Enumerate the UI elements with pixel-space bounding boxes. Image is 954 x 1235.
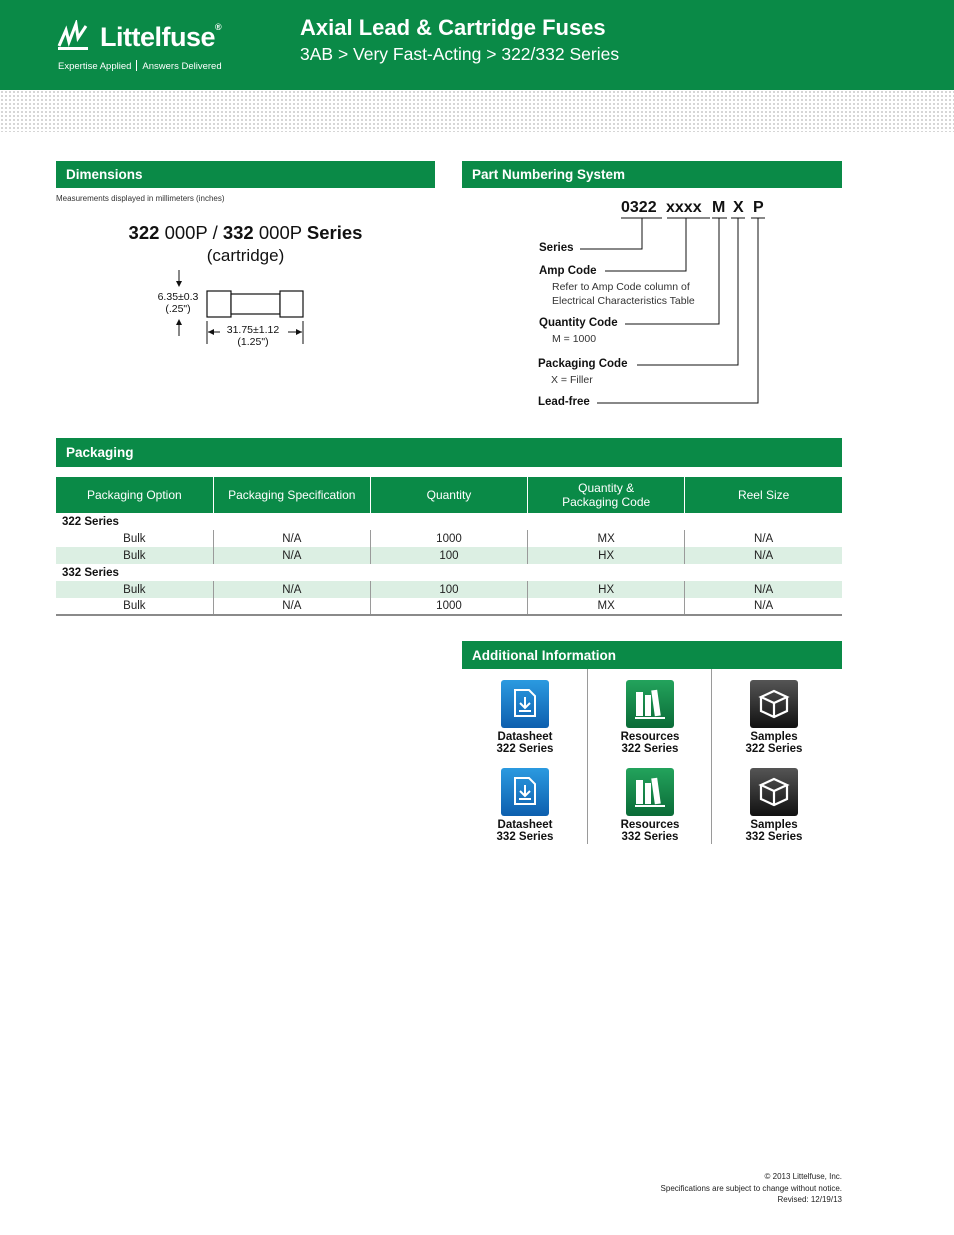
table-row: Bulk N/A 100 HX N/A [56, 547, 842, 564]
littelfuse-logo-icon [56, 20, 90, 52]
dimensions-form: (cartridge) [206, 246, 285, 265]
pn-series-label: Series [539, 242, 574, 254]
pn-code-leadfree: P [753, 199, 764, 216]
table-group-row: 332 Series [56, 564, 842, 581]
pn-code-series: 0322 [621, 199, 657, 216]
resources-332-link[interactable]: Resources 332 Series [588, 768, 712, 843]
packaging-table-header [56, 477, 842, 513]
col-quantity: Quantity [370, 477, 527, 513]
header-dot-pattern [0, 90, 954, 132]
pn-quantity-label: Quantity Code [539, 317, 618, 329]
additional-info-heading: Additional Information [462, 641, 842, 669]
table-row: Bulk N/A 100 HX N/A [56, 581, 842, 598]
pn-code-packaging: X [733, 199, 744, 216]
pn-amp-label: Amp Code [539, 265, 597, 277]
samples-box-icon [750, 768, 798, 816]
page-footer [560, 1171, 842, 1206]
col-packaging-specification: Packaging Specification [213, 477, 370, 513]
table-row: Bulk N/A 1000 MX N/A [56, 598, 842, 615]
col-reel-size: Reel Size [685, 477, 842, 513]
footer-revised: Revised: 12/19/13 [777, 1195, 842, 1204]
length-dimension-label: 31.75±1.12 (1.25") [226, 324, 280, 348]
pn-packaging-description: X = Filler [551, 374, 593, 386]
samples-332-link[interactable]: Samples 332 Series [712, 768, 836, 843]
col-quantity-packaging-code: Quantity & Packaging Code [528, 477, 685, 513]
brand-tagline: Expertise Applied Answers Delivered [58, 61, 222, 72]
samples-box-icon [750, 680, 798, 728]
pn-code-quantity: M [712, 199, 726, 216]
page-title: Axial Lead & Cartridge Fuses [300, 15, 606, 40]
pn-leadfree-label: Lead-free [538, 396, 590, 408]
table-group-row: 322 Series [56, 513, 842, 530]
pn-quantity-description: M = 1000 [552, 333, 597, 345]
dimensions-heading: Dimensions [56, 161, 435, 188]
footer-notice: Specifications are subject to change without notice. [660, 1183, 842, 1193]
resources-322-link[interactable]: Resources 322 Series [588, 680, 712, 755]
table-row: Bulk N/A 1000 MX N/A [56, 530, 842, 547]
dimensions-series-title: 322 000P / 332 000P Series [128, 222, 363, 243]
brand-name: Littelfuse® [100, 22, 222, 52]
measurement-note: Measurements displayed in millimeters (inches) [56, 194, 225, 203]
col-packaging-option: Packaging Option [56, 477, 213, 513]
samples-322-link[interactable]: Samples 322 Series [712, 680, 836, 755]
datasheet-322-link[interactable]: Datasheet 322 Series [463, 680, 587, 755]
pn-packaging-label: Packaging Code [538, 358, 628, 370]
resources-books-icon [626, 680, 674, 728]
pn-amp-description: Refer to Amp Code column of Electrical Characteristics Table [552, 281, 695, 307]
datasheet-download-icon [501, 768, 549, 816]
resources-books-icon [626, 768, 674, 816]
pn-code-amp: xxxx [666, 199, 702, 216]
diameter-dimension-label: 6.35±0.3 (.25") [157, 291, 199, 315]
datasheet-332-link[interactable]: Datasheet 332 Series [463, 768, 587, 843]
packaging-table [56, 477, 842, 616]
packaging-heading: Packaging [56, 438, 842, 467]
part-numbering-heading: Part Numbering System [462, 161, 842, 188]
datasheet-download-icon [501, 680, 549, 728]
page-breadcrumb: 3AB > Very Fast-Acting > 322/332 Series [300, 44, 620, 64]
footer-copyright: © 2013 Littelfuse, Inc. [764, 1172, 842, 1181]
